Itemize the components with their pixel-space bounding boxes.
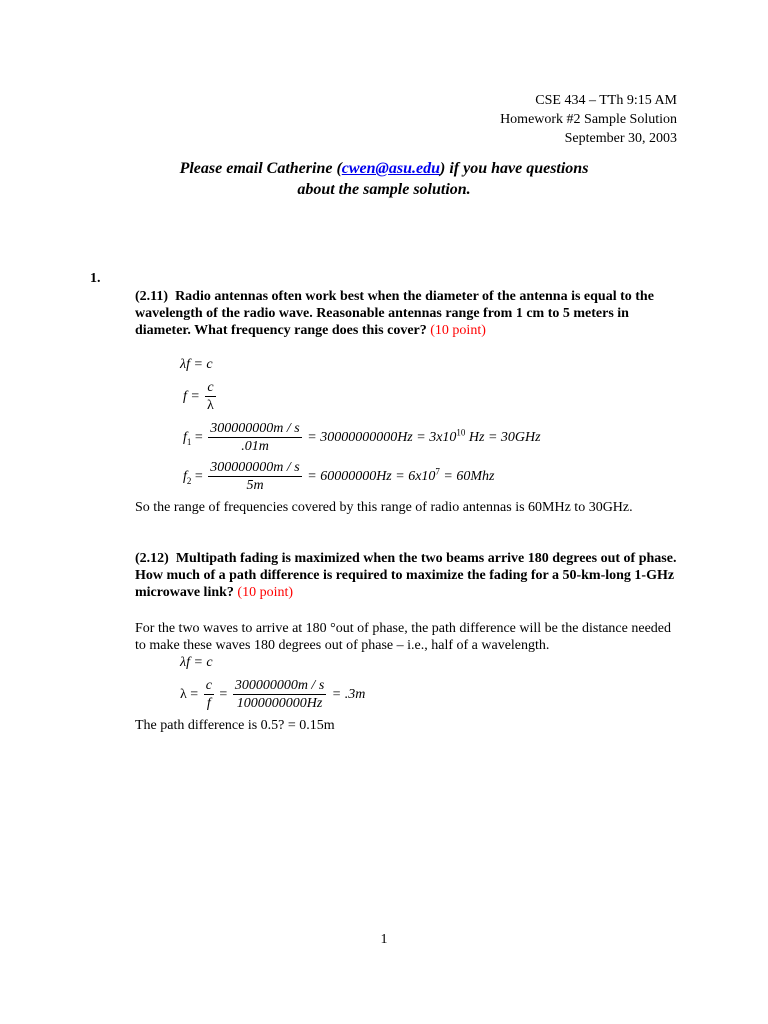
q2-label: (2.12) (135, 551, 169, 566)
date-line: September 30, 2003 (564, 131, 677, 146)
page-number: 1 (380, 932, 388, 947)
notice-line-2: about the sample solution. (297, 181, 471, 198)
q1-conclusion: So the range of frequencies covered by this range of radio antennas is 60MHz to 30GHz. (135, 500, 633, 515)
eq4-lhs: f (183, 469, 187, 485)
eq3-sup: 10 (456, 427, 466, 438)
eq3-denominator: .01m (241, 439, 269, 454)
q1-equation-2 (183, 380, 218, 414)
q1-equation-1: λf = c (180, 357, 213, 372)
q2eq2-fraction-2 (233, 678, 326, 712)
q2eq2-fraction-1 (204, 678, 214, 712)
eq4-equals: = (194, 469, 203, 485)
notice-post: ) if you have questions (439, 160, 589, 177)
q2eq2-denominator-2: 1000000000Hz (236, 696, 323, 711)
course-header (500, 91, 677, 148)
q2-equation-1: λf = c (180, 655, 213, 670)
q2eq2-denominator-1: f (206, 696, 211, 711)
eq4-sup: 7 (435, 466, 440, 477)
assignment-line: Homework #2 Sample Solution (500, 112, 677, 127)
contact-notice (0, 158, 768, 200)
eq2-numerator: c (207, 380, 214, 395)
eq3-lhs: f (183, 430, 187, 446)
eq2-denominator: λ (207, 398, 214, 413)
eq2-lhs: f = (183, 389, 200, 405)
q2eq2-lhs: λ = (180, 687, 199, 703)
q2-points: (10 point) (237, 585, 294, 600)
eq3-numerator: 300000000m / s (210, 421, 300, 436)
q2-text: Multipath fading is maximized when the two beams arrive 180 degrees out of phase. How much of a path difference is required to maximize the fading for a 50-km-long 1-GHz microwave link? (135, 551, 677, 600)
q1-equation-3 (183, 421, 541, 455)
email-link[interactable]: cwen@asu.edu (341, 160, 440, 177)
question-2-12 (135, 550, 680, 601)
notice-line-1 (0, 158, 768, 179)
q1-equation-4 (183, 460, 494, 494)
eq3-equals: = (194, 430, 203, 446)
question-2-11 (135, 288, 680, 339)
q2-explanation: For the two waves to arrive at 180 °out of phase, the path difference will be the distance needed to make these waves 180 degrees out of phase – i.e., half of a wavelength. (135, 621, 671, 653)
q2-equation-2 (180, 678, 365, 712)
course-line: CSE 434 – TTh 9:15 AM (535, 93, 677, 108)
eq4-rhs-b: = 60Mhz (439, 469, 495, 485)
q1-text: Radio antennas often work best when the diameter of the antenna is equal to the wavelength of the radio wave. Reasonable antennas range from 1 cm to 5 meters in diameter. What frequency range does this cover? (135, 289, 654, 338)
eq3-fraction (208, 421, 301, 455)
eq2-fraction (205, 380, 215, 414)
q1-label: (2.11) (135, 289, 169, 304)
eq4-rhs-a: = 60000000Hz = 6x10 (307, 469, 436, 485)
eq4-numerator: 300000000m / s (210, 460, 300, 475)
q2eq2-numerator-1: c (205, 678, 212, 693)
eq3-sub: 1 (186, 437, 192, 448)
eq3-rhs-a: = 30000000000Hz = 3x10 (307, 430, 457, 446)
eq3-rhs-b: Hz = 30GHz (465, 430, 541, 446)
q2eq2-numerator-2: 300000000m / s (234, 678, 325, 693)
q2eq2-rhs: = .3m (331, 687, 366, 703)
eq4-denominator: 5m (246, 478, 264, 493)
eq4-sub: 2 (186, 476, 192, 487)
q2eq2-equals: = (219, 687, 228, 703)
notice-pre: Please email Catherine ( (179, 160, 342, 177)
q2-conclusion: The path difference is 0.5? = 0.15m (135, 718, 335, 733)
q1-points: (10 point) (430, 323, 486, 338)
eq4-fraction (208, 460, 301, 494)
question-number: 1. (90, 271, 101, 286)
